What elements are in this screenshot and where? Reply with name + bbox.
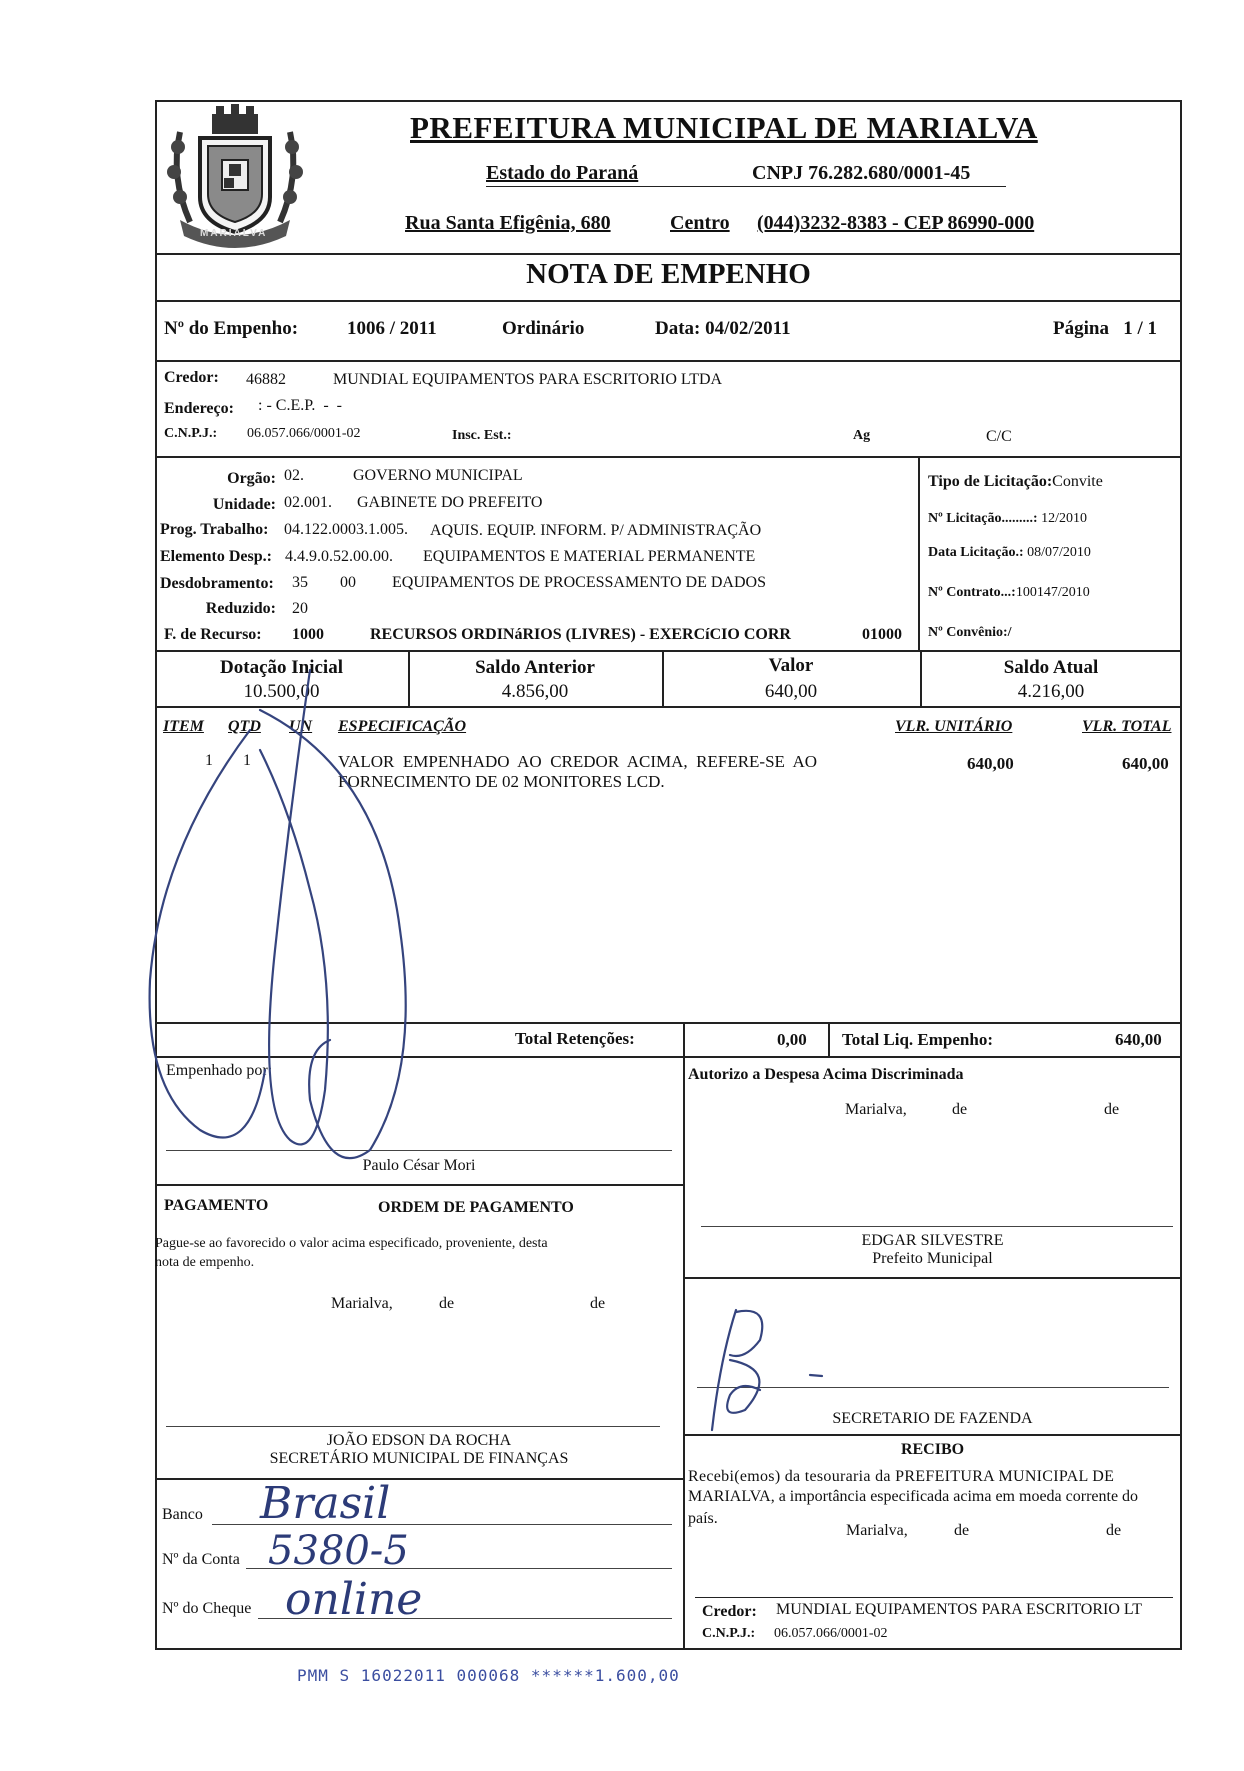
signature-line [701, 1226, 1173, 1227]
saldo-atual-label: Saldo Atual [1003, 657, 1099, 678]
recibo-cnpj-label: C.N.P.J.: [702, 1626, 756, 1641]
page-number: Página 1 / 1 [1053, 318, 1157, 339]
desdobramento-code: 35 [292, 574, 308, 591]
empenhado-signature [140, 650, 470, 1170]
empenho-date: Data: 04/02/2011 [655, 318, 791, 339]
licitacao-data [928, 545, 1091, 561]
contrato-value: 100147/2010 [1015, 585, 1090, 600]
orgao-code: 02. [284, 467, 304, 484]
empenhado-name: Paulo César Mori [362, 1157, 476, 1174]
divider [695, 1597, 1173, 1598]
autorizo-de-1: de [952, 1101, 968, 1118]
unidade-label: Unidade: [212, 496, 276, 513]
empenhado-label: Empenhado por: [166, 1062, 273, 1079]
item-unit-value: 640,00 [967, 754, 1014, 773]
divider [155, 300, 1182, 302]
secretario-financas-name: JOÃO EDSON DA ROCHA [326, 1432, 512, 1449]
prefeito-name: EDGAR SILVESTRE [861, 1232, 1004, 1249]
item-number: 1 [205, 752, 213, 769]
credor-cnpj-label: C.N.P.J.: [164, 426, 218, 441]
elemento-name: EQUIPAMENTOS E MATERIAL PERMANENTE [423, 548, 756, 565]
endereco-label: Endereço: [164, 400, 234, 417]
divider-vertical [683, 1022, 685, 1056]
autorizo-label: Autorizo a Despesa Acima Discriminada [688, 1066, 964, 1083]
unidade-name: GABINETE DO PREFEITO [357, 494, 543, 511]
empenho-number: 1006 / 2011 [347, 318, 437, 339]
autorizo-de-2: de [1104, 1101, 1120, 1118]
divider-vertical [918, 456, 920, 650]
recibo-de-2: de [1106, 1522, 1122, 1539]
ordem-pagamento-label: ORDEM DE PAGAMENTO [378, 1199, 574, 1216]
dotacao-label: Dotação Inicial [220, 657, 343, 678]
recurso-code-2: 01000 [862, 626, 902, 643]
valor-value: 640,00 [764, 681, 818, 702]
recibo-credor-label: Credor: [702, 1603, 757, 1620]
recibo-text-2: MARIALVA, a importância especificada acima em moeda corrente do [688, 1488, 1139, 1505]
prog-code: 04.122.0003.1.005. [284, 521, 408, 538]
cheque-label: Nº do Cheque [162, 1600, 252, 1617]
endereco-value: : - C.E.P. - - [258, 397, 342, 414]
desdobramento-sub: 00 [340, 574, 356, 591]
banco-handwriting: Brasil [260, 1478, 391, 1529]
cc-label: C/C [986, 428, 1012, 445]
recibo-place: Marialva, [846, 1522, 908, 1539]
licitacao-numero-value: 12/2010 [1041, 511, 1087, 526]
credor-label: Credor: [164, 369, 219, 386]
desdobramento-label: Desdobramento: [160, 575, 274, 592]
autorizo-place: Marialva, [845, 1101, 907, 1118]
col-qtd: QTD [228, 718, 261, 735]
payment-stamp: PMM S 16022011 000068 ******1.600,00 [297, 1666, 680, 1685]
orgao-label: Orgão: [227, 470, 276, 487]
licitacao-tipo [928, 473, 1103, 491]
licitacao-tipo-label: Tipo de Licitação: [928, 473, 1053, 490]
credor-cnpj-value: 06.057.066/0001-02 [247, 426, 361, 441]
cheque-handwriting: online [285, 1574, 423, 1625]
contrato [928, 585, 1090, 601]
recurso-name: RECURSOS ORDINáRIOS (LIVRES) - EXERCíCIO CORR [370, 626, 791, 643]
pagamento-place: Marialva, [331, 1295, 393, 1312]
cnpj-header: CNPJ 76.282.680/0001-45 [752, 162, 971, 184]
recurso-code: 1000 [292, 626, 324, 643]
phone-cep: (044)3232-8383 - CEP 86990-000 [757, 212, 1035, 234]
empenho-type: Ordinário [502, 318, 585, 339]
conta-handwriting: 5380-5 [268, 1528, 409, 1574]
col-spec: ESPECIFICAÇÃO [338, 718, 467, 735]
desdobramento-name: EQUIPAMENTOS DE PROCESSAMENTO DE DADOS [392, 574, 766, 591]
pagamento-text-1: Pague-se ao favorecido o valor acima especificado, proveniente, desta [155, 1236, 548, 1251]
secretario-fazenda-title: SECRETARIO DE FAZENDA [832, 1410, 1033, 1427]
liquido-label: Total Liq. Empenho: [842, 1030, 993, 1049]
ag-label: Ag [853, 428, 871, 443]
divider-vertical [683, 1056, 685, 1650]
divider [683, 1277, 1182, 1279]
licitacao-data-value: 08/07/2010 [1027, 545, 1091, 560]
divider [155, 456, 1182, 458]
recibo-text-1: Recebi(emos) da tesouraria da PREFEITURA MUNICIPAL DE [688, 1468, 1115, 1485]
saldo-anterior-label: Saldo Anterior [475, 657, 595, 678]
pagamento-text-2: nota de empenho. [155, 1255, 255, 1270]
prog-name: AQUIS. EQUIP. INFORM. P/ ADMINISTRAÇÃO [430, 522, 762, 539]
reduzido-value: 20 [292, 600, 308, 617]
contrato-label: Nº Contrato...: [928, 585, 1016, 600]
licitacao-tipo-value: Convite [1052, 473, 1103, 490]
recibo-cnpj-value: 06.057.066/0001-02 [774, 1626, 888, 1641]
item-spec-2: FORNECIMENTO DE 02 MONITORES LCD. [338, 772, 665, 791]
col-unit-value: VLR. UNITÁRIO [895, 718, 1013, 735]
recibo-label: RECIBO [900, 1441, 965, 1458]
credor-name: MUNDIAL EQUIPAMENTOS PARA ESCRITORIO LTDA [333, 371, 723, 388]
recibo-text-3: país. [688, 1510, 718, 1527]
item-total-value: 640,00 [1122, 754, 1169, 773]
elemento-code: 4.4.9.0.52.00.00. [285, 548, 393, 565]
secretario-signature [700, 1300, 840, 1440]
state-name: Estado do Paraná [486, 162, 639, 184]
retencoes-value: 0,00 [777, 1030, 807, 1049]
empenho-label: Nº do Empenho: [164, 318, 299, 339]
licitacao-numero-label: Nº Licitação.........: [928, 511, 1038, 526]
elemento-label: Elemento Desp.: [160, 548, 272, 565]
recibo-de-1: de [954, 1522, 970, 1539]
liquido-value: 640,00 [1115, 1030, 1162, 1049]
saldo-anterior-value: 4.856,00 [501, 681, 569, 702]
secretario-financas-title: SECRETÁRIO MUNICIPAL DE FINANÇAS [269, 1450, 569, 1467]
valor-label: Valor [768, 655, 814, 676]
credor-code: 46882 [246, 371, 286, 388]
pagamento-de-1: de [439, 1295, 455, 1312]
divider [155, 1478, 683, 1480]
conta-label: Nº da Conta [162, 1551, 240, 1568]
pagamento-label: PAGAMENTO [164, 1197, 269, 1214]
licitacao-data-label: Data Licitação.: [928, 545, 1024, 560]
saldo-atual-value: 4.216,00 [1017, 681, 1085, 702]
divider-vertical [828, 1022, 830, 1056]
reduzido-label: Reduzido: [205, 600, 276, 617]
orgao-name: GOVERNO MUNICIPAL [353, 467, 523, 484]
crest-text: MARIALVA [200, 228, 268, 239]
convenio-label: Nº Convênio:/ [928, 625, 1012, 640]
municipality-title: PREFEITURA MUNICIPAL DE MARIALVA [410, 110, 1038, 145]
street-address: Rua Santa Efigênia, 680 [405, 212, 611, 234]
document-title: NOTA DE EMPENHO [526, 258, 811, 290]
underline-state [486, 186, 1006, 187]
insc-label: Insc. Est.: [452, 428, 512, 443]
signature-line [166, 1426, 660, 1427]
unidade-code: 02.001. [284, 494, 332, 511]
col-item: ITEM [163, 718, 204, 735]
prog-label: Prog. Trabalho: [160, 521, 269, 538]
dotacao-value: 10.500,00 [243, 681, 320, 702]
pagamento-de-2: de [590, 1295, 606, 1312]
col-un: UN [289, 718, 313, 735]
banco-label: Banco [162, 1506, 203, 1523]
recibo-credor-value: MUNDIAL EQUIPAMENTOS PARA ESCRITORIO LT [776, 1601, 1142, 1618]
item-qtd: 1 [243, 752, 251, 769]
divider [155, 1184, 683, 1186]
item-spec-1: VALOR EMPENHADO AO CREDOR ACIMA, REFERE-SE AO [338, 752, 818, 771]
prefeito-title: Prefeito Municipal [872, 1250, 993, 1267]
district: Centro [670, 212, 730, 234]
licitacao-numero [928, 511, 1087, 527]
divider [155, 253, 1182, 255]
divider [155, 360, 1182, 362]
recurso-label: F. de Recurso: [164, 626, 262, 643]
col-total-value: VLR. TOTAL [1082, 718, 1172, 735]
retencoes-label: Total Retenções: [515, 1029, 635, 1048]
